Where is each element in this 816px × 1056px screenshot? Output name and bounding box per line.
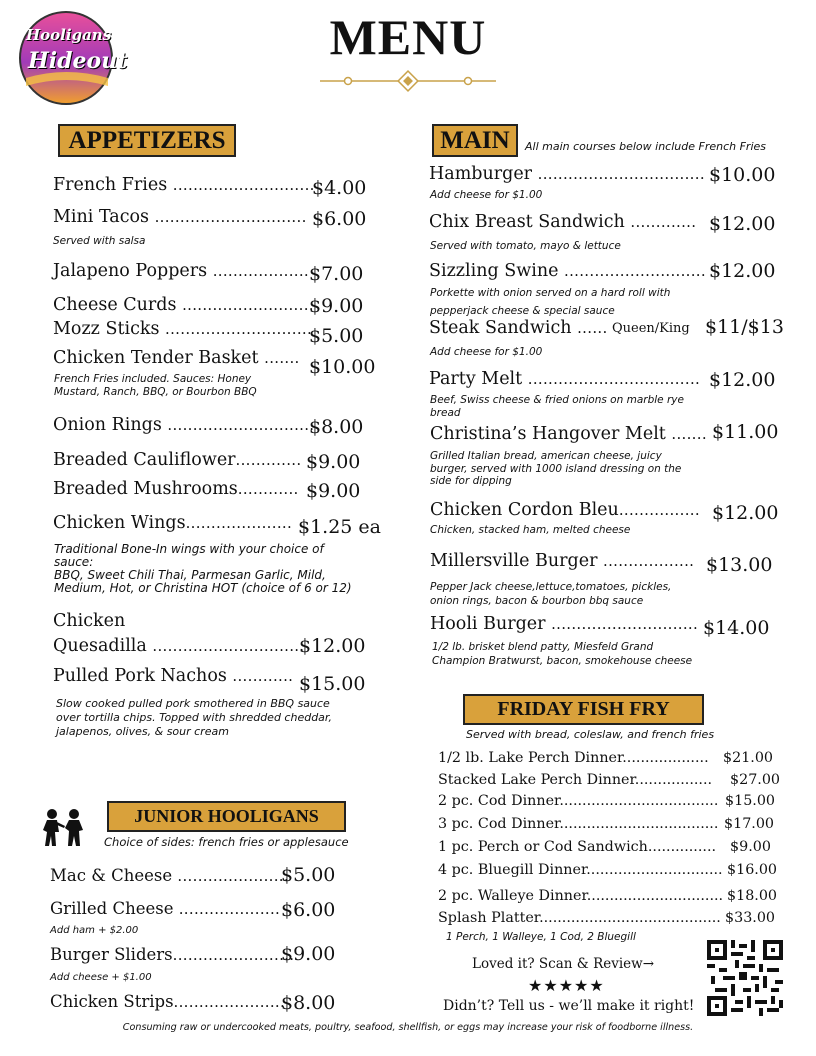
item-price: $15.00 (725, 793, 776, 809)
item-price: $14.00 (703, 617, 770, 639)
item-price: $16.00 (727, 862, 778, 878)
item-note: Porkette with onion served on a hard roll with pepperjack cheese & special sauce (430, 287, 671, 317)
menu-item: 1 pc. Perch or Cod Sandwich............... (438, 839, 717, 855)
menu-item: Hooli Burger ............................. (430, 614, 699, 634)
item-price: $9.00 (306, 480, 361, 502)
item-price: $4.00 (312, 177, 367, 199)
item-price: $8.00 (309, 416, 364, 438)
item-note: Add ham + $2.00 (50, 925, 139, 936)
menu-item: French Fries ............................ (53, 175, 315, 195)
menu-item: Chicken Tender Basket ....... (53, 348, 300, 368)
menu-item: Jalapeno Poppers ................... (53, 261, 309, 281)
fish-fry-heading: FRIDAY FISH FRY (463, 694, 704, 725)
item-price: $9.00 (309, 295, 364, 317)
item-note: Pepper Jack cheese,lettuce,tomatoes, pickles, onion rings, bacon & bourbon bbq sauce (430, 581, 672, 607)
item-price: $8.00 (281, 992, 336, 1014)
menu-item: Cheese Curds .......................... (53, 295, 314, 315)
menu-item: Sizzling Swine ............................ (429, 261, 706, 281)
item-price: $33.00 (725, 910, 776, 926)
logo-text-bottom: Hideout (28, 48, 128, 74)
menu-item: Burger Sliders........................ (50, 945, 295, 964)
item-price: $15.00 (299, 673, 366, 695)
logo-text-top: Hooligans (26, 26, 112, 44)
item-note: Chicken, stacked ham, melted cheese (430, 524, 631, 536)
item-note: Traditional Bone-In wings with your choice of sauce: BBQ, Sweet Chili Thai, Parmesan Garlic, Mild, Medium, Hot, or Christina HOT (choice of 6 or 12) (54, 542, 352, 595)
item-price: $13.00 (706, 554, 773, 576)
item-price: $6.00 (312, 208, 367, 230)
item-note: 1/2 lb. brisket blend patty, Miesfeld Grand Champion Bratwurst, bacon, smokehouse cheese (432, 641, 693, 667)
menu-item: Mozz Sticks ............................. (53, 319, 313, 339)
item-price: $11.00 (712, 421, 779, 443)
qr-code-icon[interactable] (707, 940, 783, 1016)
menu-item: Chicken Cordon Bleu................ (430, 500, 700, 520)
main-subtitle: All main courses below include French Fries (525, 140, 767, 153)
item-note: Add cheese for $1.00 (430, 346, 543, 358)
menu-item: 2 pc. Cod Dinner................................... (438, 793, 719, 809)
menu-item: 4 pc. Bluegill Dinner.............................. (438, 862, 723, 878)
menu-item: Chicken Strips...................... (50, 992, 286, 1011)
menu-item: Mac & Cheese ...................... (50, 866, 289, 885)
menu-item: 2 pc. Walleye Dinner.............................. (438, 888, 724, 904)
item-price: $12.00 (712, 502, 779, 524)
item-note: Beef, Swiss cheese & fried onions on marble rye bread (430, 394, 684, 419)
menu-item: Chicken Wings..................... (53, 513, 293, 533)
item-price: $5.00 (281, 864, 336, 886)
item-price: $12.00 (709, 213, 776, 235)
review-prompt: Loved it? Scan & Review→ (472, 956, 655, 972)
item-price: $27.00 (730, 772, 781, 788)
item-note: Add cheese + $1.00 (50, 972, 152, 983)
item-price: $1.25 ea (298, 516, 382, 538)
item-price: $18.00 (727, 888, 778, 904)
menu-item: Hamburger ................................. (429, 164, 705, 184)
item-note: 1 Perch, 1 Walleye, 1 Cod, 2 Bluegill (446, 931, 636, 943)
menu-item: Steak Sandwich ...... (429, 318, 608, 338)
item-price: $11/$13 (705, 316, 784, 338)
rating-stars: ★★★★★ (528, 976, 605, 995)
item-note: Served with tomato, mayo & lettuce (430, 240, 621, 252)
appetizers-heading: APPETIZERS (58, 124, 236, 157)
item-note: French Fries included. Sauces: Honey Mustard, Ranch, BBQ, or Bourbon BBQ (54, 373, 257, 398)
menu-item: Quesadilla .............................. (53, 636, 305, 656)
menu-item: Breaded Cauliflower............. (53, 450, 302, 470)
item-price: $9.00 (281, 943, 336, 965)
footer-disclaimer: Consuming raw or undercooked meats, poultry, seafood, shellfish, or eggs may increase your risk of foodborne illness. (122, 1022, 694, 1033)
item-price: $12.00 (709, 260, 776, 282)
item-price: $21.00 (723, 750, 774, 766)
menu-item: Party Melt .................................. (429, 369, 701, 389)
item-price: $17.00 (724, 816, 775, 832)
item-price: $10.00 (309, 356, 376, 378)
item-price: $10.00 (709, 164, 776, 186)
menu-item: Splash Platter........................................ (438, 910, 721, 926)
menu-item: 1/2 lb. Lake Perch Dinner................... (438, 750, 709, 766)
menu-item-line1: Chicken (53, 611, 126, 631)
junior-heading: JUNIOR HOOLIGANS (107, 801, 346, 832)
menu-item: Onion Rings ............................. (53, 415, 315, 435)
main-heading: MAIN (432, 124, 518, 157)
menu-item: Christina’s Hangover Melt ....... (430, 424, 707, 444)
item-price: $5.00 (309, 325, 364, 347)
menu-item: 3 pc. Cod Dinner................................... (438, 816, 719, 832)
item-price: $12.00 (709, 369, 776, 391)
size-label: Queen/King (612, 321, 690, 336)
item-note: Slow cooked pulled pork smothered in BBQ sauce over tortilla chips. Topped with shredded cheddar, jalapenos, olives, & sour cream (56, 697, 332, 738)
fish-fry-subtitle: Served with bread, coleslaw, and french fries (466, 728, 715, 741)
kids-silhouette-icon (38, 808, 90, 848)
feedback-prompt: Didn’t? Tell us - we’ll make it right! (443, 998, 695, 1014)
item-price: $6.00 (281, 899, 336, 921)
menu-item: Breaded Mushrooms............ (53, 479, 299, 499)
page-title: MENU (329, 9, 487, 65)
item-price: $9.00 (730, 839, 771, 855)
item-note: Grilled Italian bread, american cheese, juicy burger, served with 1000 island dressing on the side for dipping (430, 450, 682, 487)
menu-item: Mini Tacos .............................. (53, 207, 307, 227)
junior-subtitle: Choice of sides: french fries or applesauce (104, 835, 349, 849)
menu-item: Grilled Cheese .................... (50, 899, 281, 918)
item-note: Add cheese for $1.00 (430, 189, 543, 201)
menu-item: Millersville Burger .................. (430, 551, 695, 571)
item-price: $7.00 (309, 263, 364, 285)
item-price: $12.00 (299, 635, 366, 657)
menu-item: Chix Breast Sandwich ............. (429, 212, 697, 232)
menu-item: Pulled Pork Nachos ............ (53, 666, 294, 686)
menu-item: Stacked Lake Perch Dinner................. (438, 772, 713, 788)
ornament-divider (318, 70, 498, 92)
item-price: $9.00 (306, 451, 361, 473)
item-note: Served with salsa (53, 235, 146, 247)
